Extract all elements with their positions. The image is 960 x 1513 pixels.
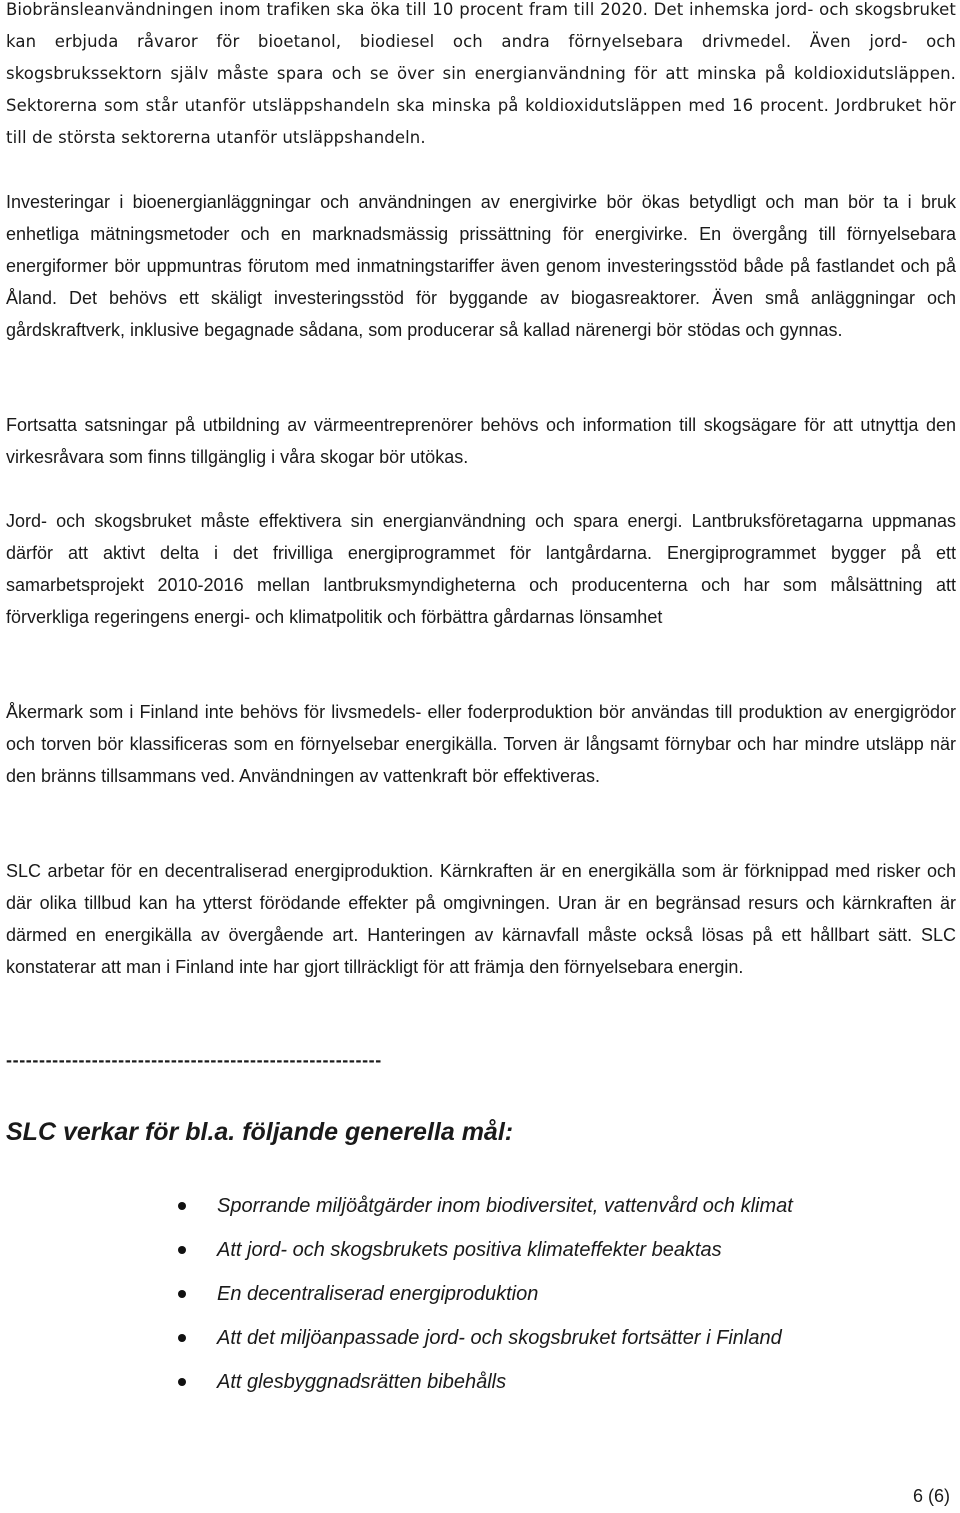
goal-text: Sporrande miljöåtgärder inom biodiversitet, vattenvård och klimat — [217, 1195, 793, 1217]
goal-text: Att jord- och skogsbrukets positiva klimateffekter beaktas — [217, 1239, 722, 1261]
paragraph-education: Fortsatta satsningar på utbildning av värmeentreprenörer behövs och information till skogsägare för att utnyttja den virkesråvara som finns tillgänglig i våra skogar bör utökas. — [6, 415, 956, 467]
paragraph-biofuels: Biobränsleanvändningen inom trafiken ska öka till 10 procent fram till 2020. Det inhemska jord- och skogsbruket kan erbjuda råvaror för bioetanol, biodiesel och andra förnyelsebara drivmedel. Även jord- och skogsbrukssektorn själv måste spara och se över sin energianvändning för att minska på koldioxidutsläppen. Sektorerna som står utanför utsläppshandeln ska minska på koldioxidutsläppen med 16 procent. Jordbruket hör till de största sektorerna utanför utsläppshandeln. — [6, 0, 956, 147]
bullet-icon — [178, 1246, 186, 1254]
paragraph-farmland: Åkermark som i Finland inte behövs för livsmedels- eller foderproduktion bör användas till produktion av energigrödor och torven bör klassificeras som en förnyelsebar energikälla. Torven är långsamt förnybar och har mindre utsläpp när den bränns tillsammans ved. Användningen av vattenkraft bör effektiveras. — [6, 702, 956, 786]
paragraph-energy-program: Jord- och skogsbruket måste effektivera sin energianvändning och spara energi. Lantbruksföretagarna uppmanas därför att aktivt delta i det frivilliga energiprogrammet för lantgårdarna. Energiprogrammet bygger på ett samarbetsprojekt 2010-2016 mellan lantbruksmyndigheterna och producenterna och har som målsättning att förverkliga regeringens energi- och klimatpolitik och förbättra gårdarnas lönsamhet — [6, 511, 956, 627]
bullet-icon — [178, 1378, 186, 1386]
goal-text: Att glesbyggnadsrätten bibehålls — [217, 1371, 507, 1393]
goal-item — [6, 1190, 793, 1234]
bullet-icon — [178, 1334, 186, 1342]
paragraph-nuclear: SLC arbetar för en decentraliserad energiproduktion. Kärnkraften är en energikälla som är förknippad med risker och där olika tillbud kan ha ytterst förödande effekter på omgivningen. Uran är en begränsad resurs och kärnkraften är därmed en energikälla av övergående art. Hanteringen av kärnavfall måste också lösas på ett hållbart sätt. SLC konstaterar att man i Finland inte har gjort tillräckligt för att främja den förnyelsebara energin. — [6, 861, 956, 977]
goal-item — [6, 1278, 793, 1322]
goal-item — [6, 1366, 793, 1410]
section-divider: --------------------------------------------------------- — [6, 1050, 382, 1070]
goals-list — [6, 1190, 793, 1410]
goal-text: Att det miljöanpassade jord- och skogsbruket fortsätter i Finland — [217, 1327, 782, 1349]
goal-text: En decentraliserad energiproduktion — [217, 1283, 539, 1305]
goals-heading: SLC verkar för bl.a. följande generella mål: — [6, 1118, 514, 1146]
bullet-icon — [178, 1290, 186, 1298]
paragraph-investments: Investeringar i bioenergianläggningar och användningen av energivirke bör ökas betydligt och man bör ta i bruk enhetliga mätningsmetoder och en marknadsmässig prissättning för energivirke. En övergång till förnyelsebara energiformer bör uppmuntras förutom med inmatningstariffer även genom investeringsstöd både på fastlandet och på Åland. Det behövs ett skäligt investeringsstöd för byggande av biogasreaktorer. Även små anläggningar och gårdskraftverk, inklusive begagnade sådana, som producerar så kallad närenergi bör stödas och gynnas. — [6, 192, 956, 340]
page-number: 6 (6) — [912, 1486, 950, 1506]
bullet-icon — [178, 1202, 186, 1210]
goal-item — [6, 1234, 793, 1278]
goal-item — [6, 1322, 793, 1366]
